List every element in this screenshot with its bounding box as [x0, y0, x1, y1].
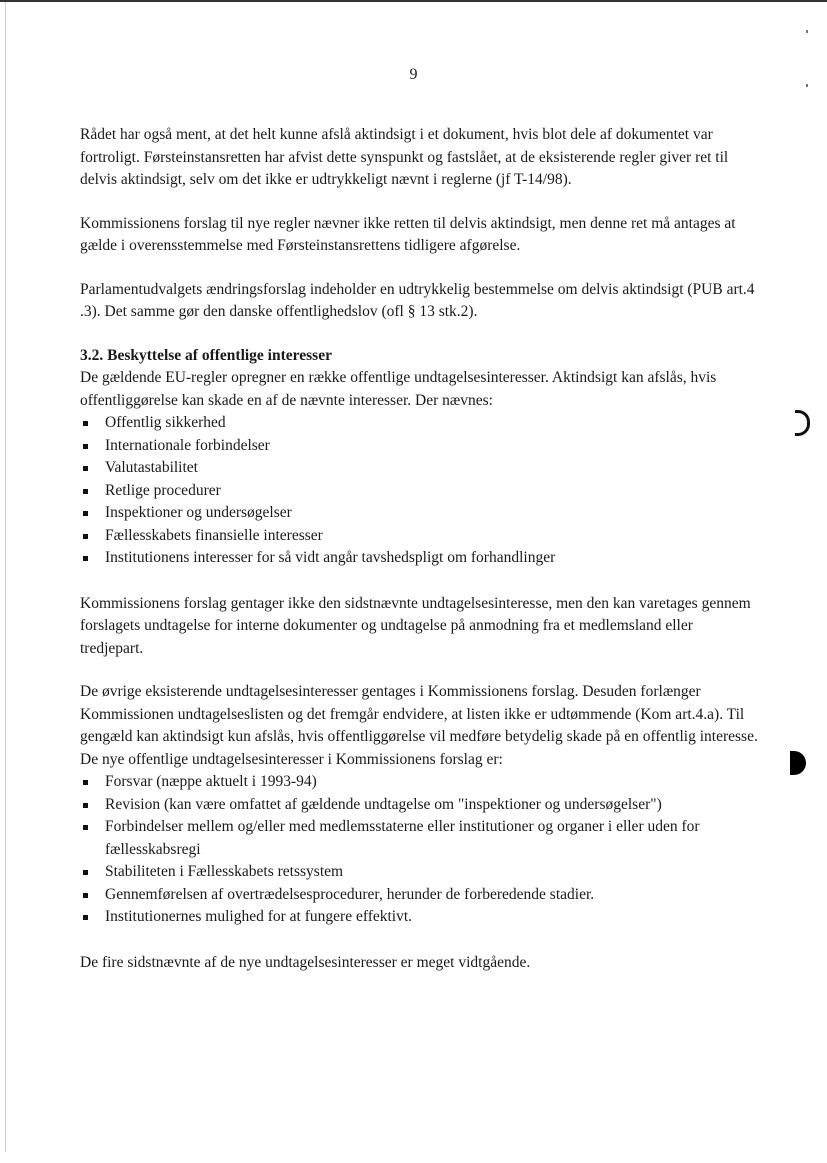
- list-item: Revision (kan være omfattet af gældende undtagelse om "inspektioner og undersøgelser"): [80, 794, 760, 817]
- paragraph: Kommissionens forslag gentager ikke den sidstnævnte undtagelsesinteresse, men den kan varetages gennem forslagets undtagelse for interne dokumenter og undtagelse på anmodning fra et medlemsland eller tredjepart.: [80, 594, 751, 657]
- list-item: Institutionens interesser for så vidt angår tavshedspligt om forhandlinger: [80, 547, 760, 570]
- punch-hole-mark: [790, 751, 806, 775]
- list-item: Fællesskabets finansielle interesser: [80, 525, 760, 548]
- section-heading: 3.2. Beskyttelse af offentlige interesser: [80, 346, 332, 364]
- paragraph: Parlamentudvalgets ændringsforslag indeholder en udtrykkelig bestemmelse om delvis aktindsigt (PUB art.4 .3). Det samme gør den danske offentlighedslov (ofl § 13 stk.2).: [80, 280, 755, 320]
- conclusion: De fire sidstnævnte af de nye undtagelsesinteresser er meget vidtgående.: [80, 953, 531, 971]
- list-item: Institutionernes mulighed for at fungere effektivt.: [80, 906, 760, 929]
- public-interests-list: [80, 412, 760, 570]
- page-number: 9: [409, 66, 418, 83]
- scan-left-edge: [5, 2, 6, 1152]
- scan-speck: [806, 30, 808, 33]
- list-item: Forsvar (næppe aktuelt i 1993-94): [80, 771, 760, 794]
- scan-top-edge: [0, 0, 827, 2]
- paragraph: Rådet har også ment, at det helt kunne afslå aktindsigt i et dokument, hvis blot dele af dokumentet var fortroligt. Førsteinstansretten har afvist dette synspunkt og fastslået, at de eksisterende regler giver ret til delvis aktindsigt, selv om det ikke er udtrykkeligt nævnt i reglerne (jf T-14/98).: [80, 126, 729, 188]
- paragraph: Kommissionens forslag til nye regler nævner ikke retten til delvis aktindsigt, men denne ret må antages at gælde i overensstemmelse med Førsteinstansrettens tidligere afgørelse.: [80, 214, 736, 254]
- list-item: Stabiliteten i Fællesskabets retssystem: [80, 861, 760, 884]
- new-interests-list: [80, 771, 760, 929]
- list-item: Valutastabilitet: [80, 457, 760, 480]
- body-text: [80, 124, 760, 995]
- list-item: Offentlig sikkerhed: [80, 412, 760, 435]
- paragraph: De øvrige eksisterende undtagelsesinteresser gentages i Kommissionens forslag. Desuden forlænger Kommissionen undtagelseslisten og det fremgår endvidere, at listen ikke er udtømmende (Kom art.4.a). Til gengæld kan aktindsigt kun afslås, hvis offentliggørelse vil medføre betydelig skade på en offentlig interesse. De nye offentlige undtagelsesinteresser i Kommissionens forslag er:: [80, 683, 758, 768]
- scan-speck: [806, 84, 808, 87]
- list-item: Retlige procedurer: [80, 480, 760, 503]
- section-intro: De gældende EU-regler opregner en række offentlige undtagelsesinteresser. Aktindsigt kan afslås, hvis offentliggørelse kan skade en af de nævnte interesser. Der nævnes:: [80, 369, 717, 409]
- list-item: Internationale forbindelser: [80, 435, 760, 458]
- punch-hole-mark: [795, 410, 810, 436]
- list-item: Forbindelser mellem og/eller med medlemsstaterne eller institutioner og organer i eller uden for fællesskabsregi: [80, 816, 760, 861]
- list-item: Gennemførelsen af overtrædelsesprocedurer, herunder de forberedende stadier.: [80, 884, 760, 907]
- list-item: Inspektioner og undersøgelser: [80, 502, 760, 525]
